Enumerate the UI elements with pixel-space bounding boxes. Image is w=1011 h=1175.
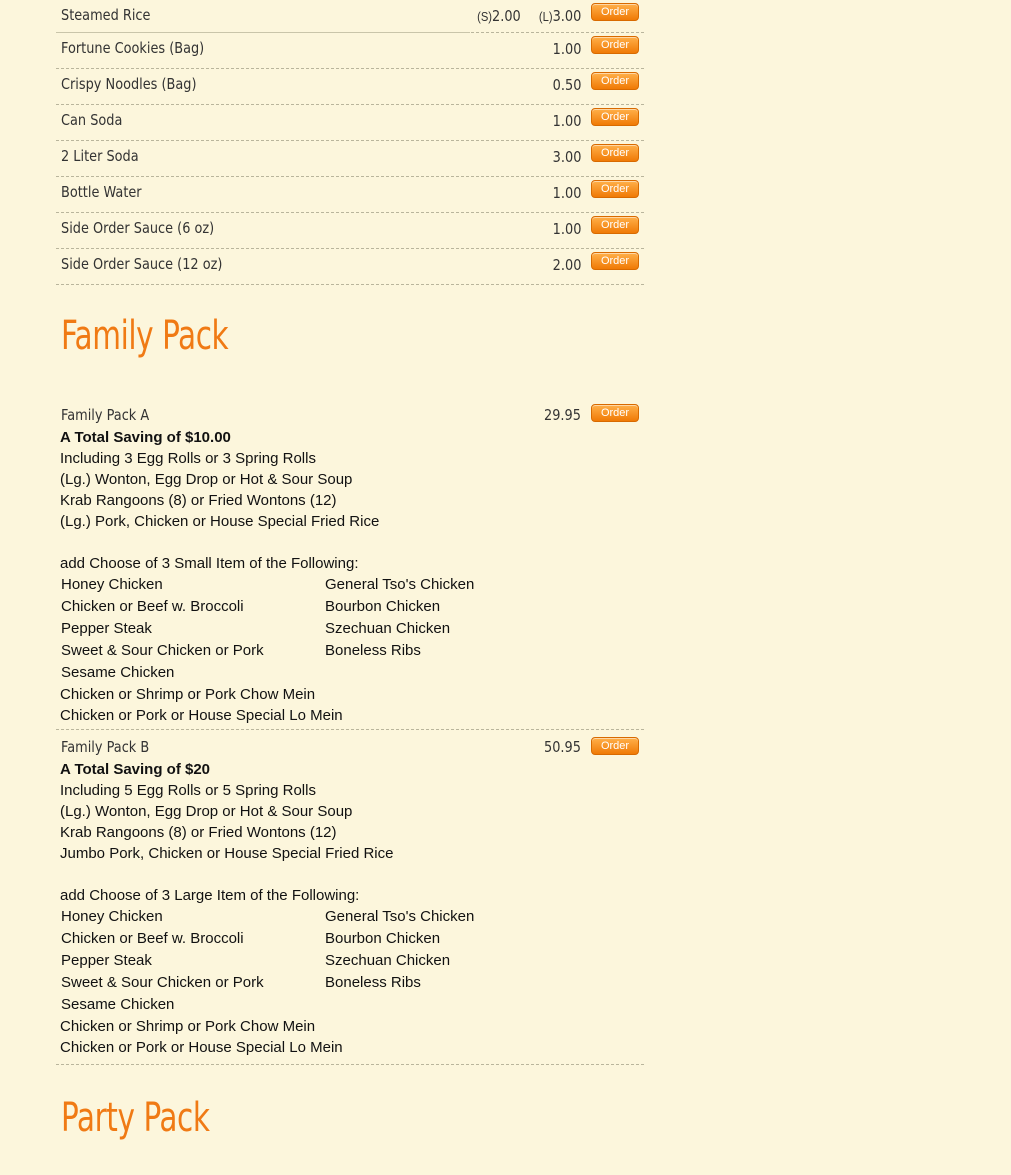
option: Sweet & Sour Chicken or Pork (61, 974, 264, 991)
option: Bourbon Chicken (325, 930, 441, 947)
section-title-party-pack: Party Pack (61, 1095, 210, 1141)
pack-line: Including 3 Egg Rolls or 3 Spring Rolls (60, 450, 316, 467)
order-button[interactable]: Order (591, 36, 639, 54)
pack-line: Chicken or Shrimp or Pork Chow Mein (60, 1018, 316, 1035)
option: Chicken or Beef w. Broccoli (61, 930, 244, 947)
item-name: Fortune Cookies (Bag) (61, 39, 205, 57)
menu-item (56, 0, 644, 33)
order-button[interactable]: Order (591, 404, 639, 422)
option: General Tso's Chicken (325, 908, 475, 925)
option: Honey Chicken (61, 576, 163, 593)
menu-item (56, 249, 644, 285)
pack-name: Family Pack A (61, 406, 150, 424)
order-button[interactable]: Order (591, 737, 639, 755)
menu-item (56, 33, 644, 69)
pack-line: (Lg.) Wonton, Egg Drop or Hot & Sour Soup (60, 803, 353, 820)
pack-item (56, 403, 644, 730)
menu-item (56, 105, 644, 141)
menu-list (56, 0, 644, 1175)
item-price: 2.00 (552, 256, 581, 274)
menu-item (56, 213, 644, 249)
menu-item (56, 177, 644, 213)
item-price-large: (L)3.00 (538, 7, 581, 25)
item-price: 1.00 (552, 112, 581, 130)
item-price: 1.00 (552, 220, 581, 238)
saving-text: A Total Saving of $20 (60, 761, 211, 778)
item-price: 3.00 (552, 148, 581, 166)
item-name: 2 Liter Soda (61, 147, 139, 165)
order-button[interactable]: Order (591, 252, 639, 270)
order-button[interactable]: Order (591, 216, 639, 234)
item-name: Can Soda (61, 111, 123, 129)
pack-price: 29.95 (544, 406, 581, 424)
option: Boneless Ribs (325, 642, 421, 659)
option: Honey Chicken (61, 908, 163, 925)
option: Pepper Steak (61, 952, 152, 969)
pack-line: (Lg.) Pork, Chicken or House Special Fried Rice (60, 513, 380, 530)
option: Boneless Ribs (325, 974, 421, 991)
option: Szechuan Chicken (325, 620, 451, 637)
option: Pepper Steak (61, 620, 152, 637)
menu-item (56, 141, 644, 177)
section-title-family-pack: Family Pack (61, 313, 229, 359)
pack-line: Chicken or Pork or House Special Lo Mein (60, 1039, 343, 1056)
option: Bourbon Chicken (325, 598, 441, 615)
pack-line: Jumbo Pork, Chicken or House Special Fried Rice (60, 845, 394, 862)
order-button[interactable]: Order (591, 72, 639, 90)
item-price: 1.00 (552, 40, 581, 58)
menu-item (56, 69, 644, 105)
choose-text: add Choose of 3 Small Item of the Following: (60, 555, 359, 572)
pack-line: Chicken or Shrimp or Pork Chow Mein (60, 686, 316, 703)
pack-line: Including 5 Egg Rolls or 5 Spring Rolls (60, 782, 316, 799)
pack-line: Krab Rangoons (8) or Fried Wontons (12) (60, 824, 337, 841)
item-name: Steamed Rice (61, 6, 151, 24)
option: Szechuan Chicken (325, 952, 451, 969)
item-price: 1.00 (552, 184, 581, 202)
choose-text: add Choose of 3 Large Item of the Following: (60, 887, 360, 904)
item-price: 0.50 (552, 76, 581, 94)
item-name: Side Order Sauce (6 oz) (61, 219, 215, 237)
section-header (56, 285, 644, 403)
option: Sweet & Sour Chicken or Pork (61, 642, 264, 659)
item-name: Side Order Sauce (12 oz) (61, 255, 223, 273)
pack-item (56, 730, 644, 1065)
order-button[interactable]: Order (591, 3, 639, 21)
item-name: Crispy Noodles (Bag) (61, 75, 197, 93)
option: Sesame Chicken (61, 996, 175, 1013)
order-button[interactable]: Order (591, 108, 639, 126)
options-grid (61, 574, 525, 684)
pack-description (60, 427, 525, 726)
saving-text: A Total Saving of $10.00 (60, 429, 231, 446)
pack-name: Family Pack B (61, 738, 150, 756)
options-grid (61, 906, 525, 1016)
order-button[interactable]: Order (591, 144, 639, 162)
pack-description (60, 759, 525, 1058)
option: General Tso's Chicken (325, 576, 475, 593)
section-header (56, 1065, 644, 1175)
pack-line: Chicken or Pork or House Special Lo Mein (60, 707, 343, 724)
pack-line: (Lg.) Wonton, Egg Drop or Hot & Sour Soup (60, 471, 353, 488)
item-price-small: (S)2.00 (477, 7, 521, 25)
pack-line: Krab Rangoons (8) or Fried Wontons (12) (60, 492, 337, 509)
option: Sesame Chicken (61, 664, 175, 681)
order-button[interactable]: Order (591, 180, 639, 198)
item-name: Bottle Water (61, 183, 142, 201)
option: Chicken or Beef w. Broccoli (61, 598, 244, 615)
pack-price: 50.95 (544, 738, 581, 756)
